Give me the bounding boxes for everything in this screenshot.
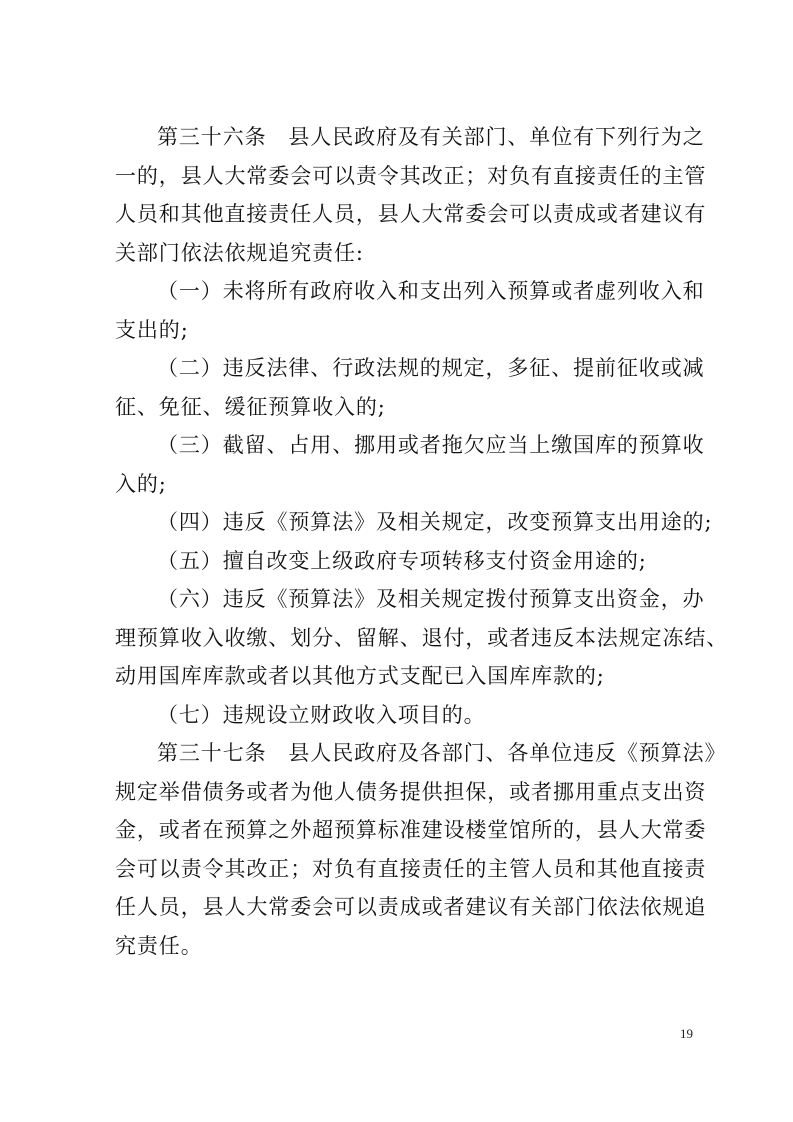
article-37-line-6: 究责任。 [115,933,203,958]
page-number: 19 [680,1026,693,1041]
article-37-line-3: 金，或者在预算之外超预算标准建设楼堂馆所的，县人大常委 [115,818,707,842]
item-6-line-2: 理预算收入收缴、划分、留解、退付，或者违反本法规定冻结、 [115,625,729,650]
item-1-line-1: （一）未将所有政府收入和支出列入预算或者虚列收入和 [157,279,705,303]
item-7-line: （七）违规设立财政收入项目的。 [157,702,486,727]
article-36-line-4: 关部门依法依规追究责任: [115,240,364,265]
article-37-line-5: 任人员，县人大常委会可以责成或者建议有关部门依法依规追 [115,895,707,919]
item-2-line-2: 征、免征、缓征预算收入的; [115,394,386,419]
document-body [115,118,729,965]
item-1-line-2: 支出的; [115,317,189,342]
article-36-line-1: 第三十六条 县人民政府及有关部门、单位有下列行为之 [157,125,705,149]
article-37-line-1: 第三十七条 县人民政府及各部门、各单位违反《预算法》 [157,741,727,765]
item-4-line: （四）违反《预算法》及相关规定，改变预算支出用途的; [157,510,713,534]
item-6-line-1: （六）违反《预算法》及相关规定拨付预算支出资金，办 [157,587,705,611]
item-6-line-3: 动用国库库款或者以其他方式支配已入国库库款的; [115,664,605,688]
item-2-line-1: （二）违反法律、行政法规的规定，多征、提前征收或减 [157,356,705,380]
article-36-line-3: 人员和其他直接责任人员，县人大常委会可以责成或者建议有 [115,202,707,226]
article-37-line-4: 会可以责令其改正；对负有直接责任的主管人员和其他直接责 [115,856,707,881]
item-3-line-2: 入的; [115,471,167,496]
item-3-line-1: （三）截留、占用、挪用或者拖欠应当上缴国库的预算收 [157,433,705,457]
article-36-line-2: 一的，县人大常委会可以责令其改正；对负有直接责任的主管 [115,163,707,188]
item-5-line: （五）擅自改变上级政府专项转移支付资金用途的; [157,548,647,573]
article-37-line-2: 规定举借债务或者为他人债务提供担保，或者挪用重点支出资 [115,779,707,804]
